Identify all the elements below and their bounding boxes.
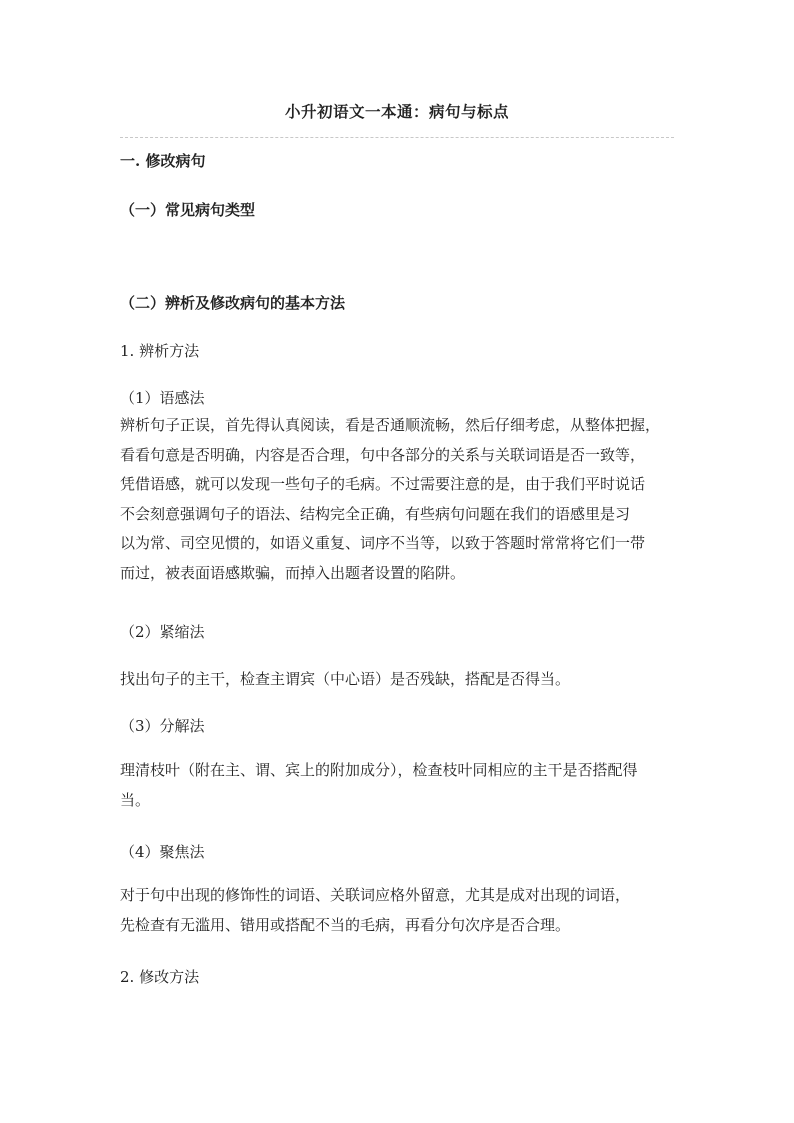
section-heading-modify-sentences: 一. 修改病句 — [120, 152, 206, 170]
method-paragraph-focusing — [120, 881, 680, 940]
item-heading-modification-methods: 2. 修改方法 — [120, 968, 200, 986]
subsection-heading-basic-methods: （二）辨析及修改病句的基本方法 — [120, 294, 346, 312]
paragraph-line: 凭借语感，就可以发现一些句子的毛病。不过需要注意的是，由于我们平时说话 — [120, 475, 646, 493]
method-label-language-sense: （1）语感法 — [120, 389, 205, 407]
document-title: 小升初语文一本通：病句与标点 — [284, 102, 509, 121]
method-label-focusing: （4）聚焦法 — [120, 843, 205, 861]
subsection-heading-common-types: （一）常见病句类型 — [120, 201, 256, 219]
title-divider — [120, 137, 674, 138]
paragraph-line: 辨析句子正误，首先得认真阅读，看是否通顺流畅，然后仔细考虑，从整体把握， — [120, 416, 661, 434]
paragraph-line: 当。 — [120, 790, 151, 809]
method-label-decomposition: （3）分解法 — [120, 717, 205, 735]
method-paragraph-language-sense — [120, 411, 680, 588]
paragraph-line: 以为常、司空见惯的，如语义重复、词序不当等，以致于答题时常常将它们一带 — [120, 534, 646, 552]
item-heading-analysis-methods: 1. 辨析方法 — [120, 342, 200, 360]
paragraph-line: 理清枝叶（附在主、谓、宾上的附加成分），检查枝叶同相应的主干是否搭配得 — [120, 761, 638, 779]
method-label-condensing: （2）紧缩法 — [120, 623, 205, 641]
method-paragraph-decomposition — [120, 756, 680, 815]
paragraph-line: 不会刻意强调句子的语法、结构完全正确，有些病句问题在我们的语感里是习 — [120, 504, 631, 523]
paragraph-line: 先检查有无滥用、错用或搭配不当的毛病，再看分句次序是否合理。 — [120, 915, 571, 934]
paragraph-line: 看看句意是否明确，内容是否合理，句中各部分的关系与关联词语是否一致等， — [120, 445, 646, 464]
method-paragraph-condensing: 找出句子的主干，检查主谓宾（中心语）是否残缺，搭配是否得当。 — [120, 670, 571, 688]
paragraph-line: 而过，被表面语感欺骗，而掉入出题者设置的陷阱。 — [120, 563, 466, 582]
paragraph-line: 对于句中出现的修饰性的词语、关联词应格外留意，尤其是成对出现的词语， — [120, 886, 631, 904]
